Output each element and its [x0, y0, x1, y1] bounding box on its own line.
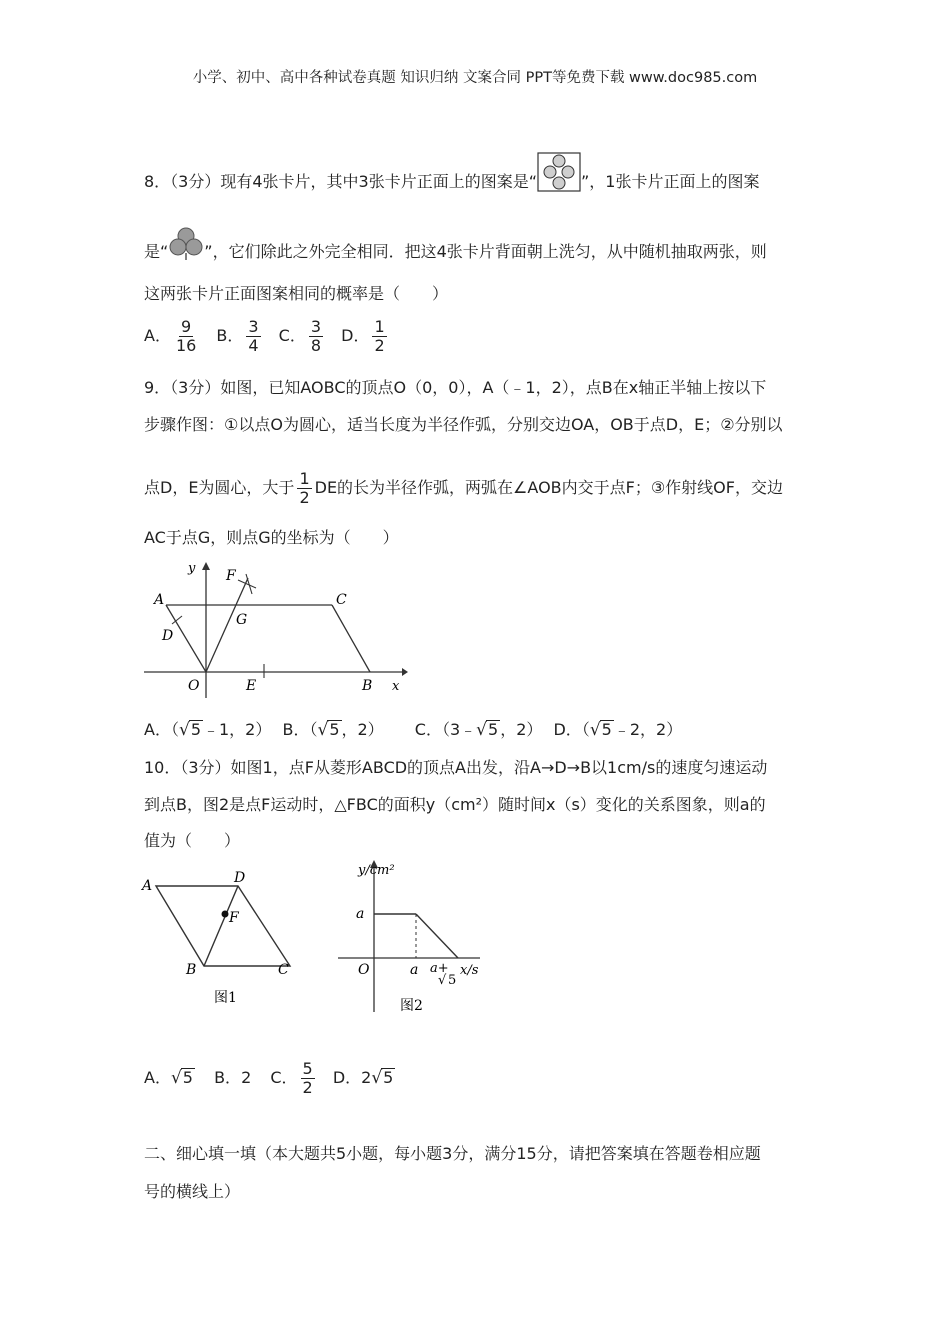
- radicand: 5: [182, 1068, 193, 1087]
- label-c: C: [278, 962, 289, 978]
- option-letter: D．: [341, 326, 370, 345]
- option-suffix: ，2）: [500, 720, 543, 739]
- option-prefix: （: [170, 720, 179, 739]
- denominator: 2: [374, 336, 385, 355]
- q9-option-c: [415, 718, 543, 742]
- segment-cb: [332, 605, 370, 672]
- q10-option-c: [270, 1060, 317, 1097]
- q10-line1: 10．（3分）如图1，点F从菱形ABCD的顶点A出发，沿A→D→B以1cm/s的速度匀速运动: [144, 758, 768, 777]
- sqrt-symbol: √: [371, 1068, 383, 1088]
- label-a-y: a: [356, 906, 365, 922]
- label-b: B: [362, 678, 373, 694]
- denominator: 4: [248, 336, 259, 355]
- numerator: 1: [374, 317, 385, 336]
- radicand: 5: [383, 1068, 394, 1087]
- fraction: [174, 318, 198, 355]
- sqrt-symbol: √: [476, 720, 487, 740]
- radicand: 5: [601, 720, 612, 739]
- q9-figure: [140, 558, 410, 700]
- option-letter: B．: [214, 1068, 242, 1087]
- q9-line1: 9．（3分）如图，已知AOBC的顶点O（0，0），A（﹣1，2），点B在x轴正半轴上按以下: [144, 378, 767, 397]
- label-y: y: [188, 561, 196, 576]
- q10-options: [144, 1060, 405, 1097]
- label-f: F: [229, 910, 239, 926]
- x-axis-arrow: [402, 668, 408, 676]
- sqrt-symbol: √: [438, 973, 447, 988]
- q9-line4: AC于点G，则点G的坐标为（ ）: [144, 528, 399, 547]
- numerator: 5: [302, 1059, 313, 1078]
- q8-option-b: [216, 318, 263, 355]
- option-letter: C．: [270, 1068, 298, 1087]
- fraction: [301, 1060, 315, 1097]
- option-prefix: （: [581, 720, 590, 739]
- q8-line2: [144, 240, 767, 264]
- option-letter: C．: [278, 326, 306, 345]
- radicand: 5: [190, 720, 201, 739]
- four-circle-card-icon: [537, 152, 581, 192]
- option-letter: A．: [144, 326, 171, 345]
- q10-option-d: [333, 1066, 396, 1090]
- option-suffix: ﹣2，2）: [613, 720, 683, 739]
- sqrt-symbol: √: [317, 720, 329, 740]
- numerator: 1: [299, 469, 310, 488]
- label-x-axis: x/s: [460, 963, 479, 978]
- radicand: 5: [329, 720, 340, 739]
- label-d: D: [162, 628, 174, 644]
- option-suffix: ﹣1，2）: [203, 720, 272, 739]
- radicand: 5: [488, 720, 499, 739]
- label-b: B: [186, 962, 197, 978]
- option-suffix: ，2）: [341, 720, 384, 739]
- denominator: 2: [299, 488, 310, 507]
- q8-line1: [144, 170, 760, 194]
- sqrt-symbol: √: [589, 720, 601, 740]
- label-e: E: [246, 678, 257, 694]
- point-f: [222, 911, 229, 918]
- sqrt-symbol: √: [178, 720, 190, 740]
- q9-option-d: [553, 718, 682, 742]
- q10-option-b: [214, 1066, 251, 1090]
- q9-line3-tail: DE的长为半径作弧，两弧在∠AOB内交于点F；③作射线OF，交边: [314, 478, 783, 497]
- fraction: [372, 318, 386, 355]
- numerator: 3: [310, 317, 322, 336]
- option-letter: D．: [332, 1068, 362, 1087]
- q8-option-c: [279, 318, 326, 355]
- option-letter: C．: [414, 720, 442, 739]
- label-x: x: [392, 679, 400, 694]
- option-letter: A．: [144, 720, 171, 739]
- q10-figure-1-rhombus: [140, 870, 300, 1010]
- q8-line1-tail: ”，1张卡片正面上的图案: [581, 172, 760, 191]
- option-prefix: （: [309, 720, 318, 739]
- label-c: C: [336, 592, 347, 608]
- q8-option-d: [341, 318, 390, 355]
- label-g: G: [236, 612, 248, 628]
- q8-line1-text: 8．（3分）现有4张卡片，其中3张卡片正面上的图案是“: [144, 172, 538, 191]
- denominator: 8: [310, 336, 322, 355]
- figure-caption: 图2: [400, 998, 423, 1014]
- q8-line2-tail: ”，它们除此之外完全相同．把这4张卡片背面朝上洗匀，从中随机抽取两张，则: [204, 242, 767, 261]
- graph-descending-segment: [416, 914, 458, 958]
- rhombus-abcd: [156, 886, 290, 966]
- fraction: [246, 318, 260, 355]
- q8-option-a: [144, 318, 201, 355]
- q10-line2: 到点B，图2是点F运动时，△FBC的面积y（cm²）随时间x（s）变化的关系图象，则a的: [144, 795, 766, 814]
- option-letter: B．: [282, 720, 310, 739]
- q10-line3: 值为（ ）: [144, 831, 241, 850]
- denominator: 2: [302, 1078, 313, 1097]
- q10-option-a: [144, 1066, 195, 1090]
- q9-line3: [144, 470, 783, 507]
- section2-line1: 二、细心填一填（本大题共5小题，每小题3分，满分15分，请把答案填在答题卷相应题: [144, 1144, 761, 1163]
- option-value: 2: [241, 1068, 252, 1087]
- option-letter: A．: [144, 1068, 171, 1087]
- section2-line2: 号的横线上）: [144, 1182, 241, 1201]
- q8-line2-text: 是“: [144, 242, 169, 261]
- label-a: A: [154, 592, 165, 608]
- denominator: 16: [175, 336, 197, 355]
- page-header: 小学、初中、高中各种试卷真题 知识归纳 文案合同 PPT等免费下载 www.doc985.com: [192, 70, 758, 86]
- option-letter: D．: [553, 720, 582, 739]
- y-axis-arrow: [202, 562, 210, 570]
- q9-option-b: [282, 718, 383, 742]
- q8-options: [144, 318, 400, 355]
- option-prefix: （3﹣: [441, 720, 477, 739]
- label-o: O: [358, 962, 370, 978]
- q9-options: [144, 718, 692, 742]
- numerator: 9: [181, 317, 192, 336]
- option-letter: B．: [216, 326, 244, 345]
- diagonal-db: [204, 886, 238, 966]
- option-prefix: 2: [361, 1068, 372, 1087]
- label-d: D: [234, 870, 246, 886]
- q9-option-a: [144, 718, 271, 742]
- label-radicand: 5: [448, 973, 457, 988]
- label-f: F: [226, 568, 236, 584]
- figure-caption: 图1: [214, 990, 237, 1006]
- label-o: O: [188, 678, 200, 694]
- q9-line2: 步骤作图：①以点O为圆心，适当长度为半径作弧，分别交边OA，OB于点D，E；②分别以: [144, 415, 783, 434]
- label-a-x: a: [410, 962, 419, 978]
- numerator: 3: [248, 317, 259, 336]
- q9-line3-text: 点D，E为圆心，大于: [144, 478, 295, 497]
- q8-line3: 这两张卡片正面图案相同的概率是（ ）: [144, 284, 449, 303]
- label-a-plus: a+: [430, 961, 449, 976]
- label-a: A: [142, 878, 153, 894]
- fraction: [309, 318, 323, 355]
- fraction-half: [297, 470, 311, 507]
- sqrt-symbol: √: [170, 1068, 182, 1088]
- q10-figure-2-graph: [330, 856, 500, 1016]
- three-circle-clover-icon: [168, 227, 204, 261]
- label-y-axis: y/cm²: [358, 863, 395, 878]
